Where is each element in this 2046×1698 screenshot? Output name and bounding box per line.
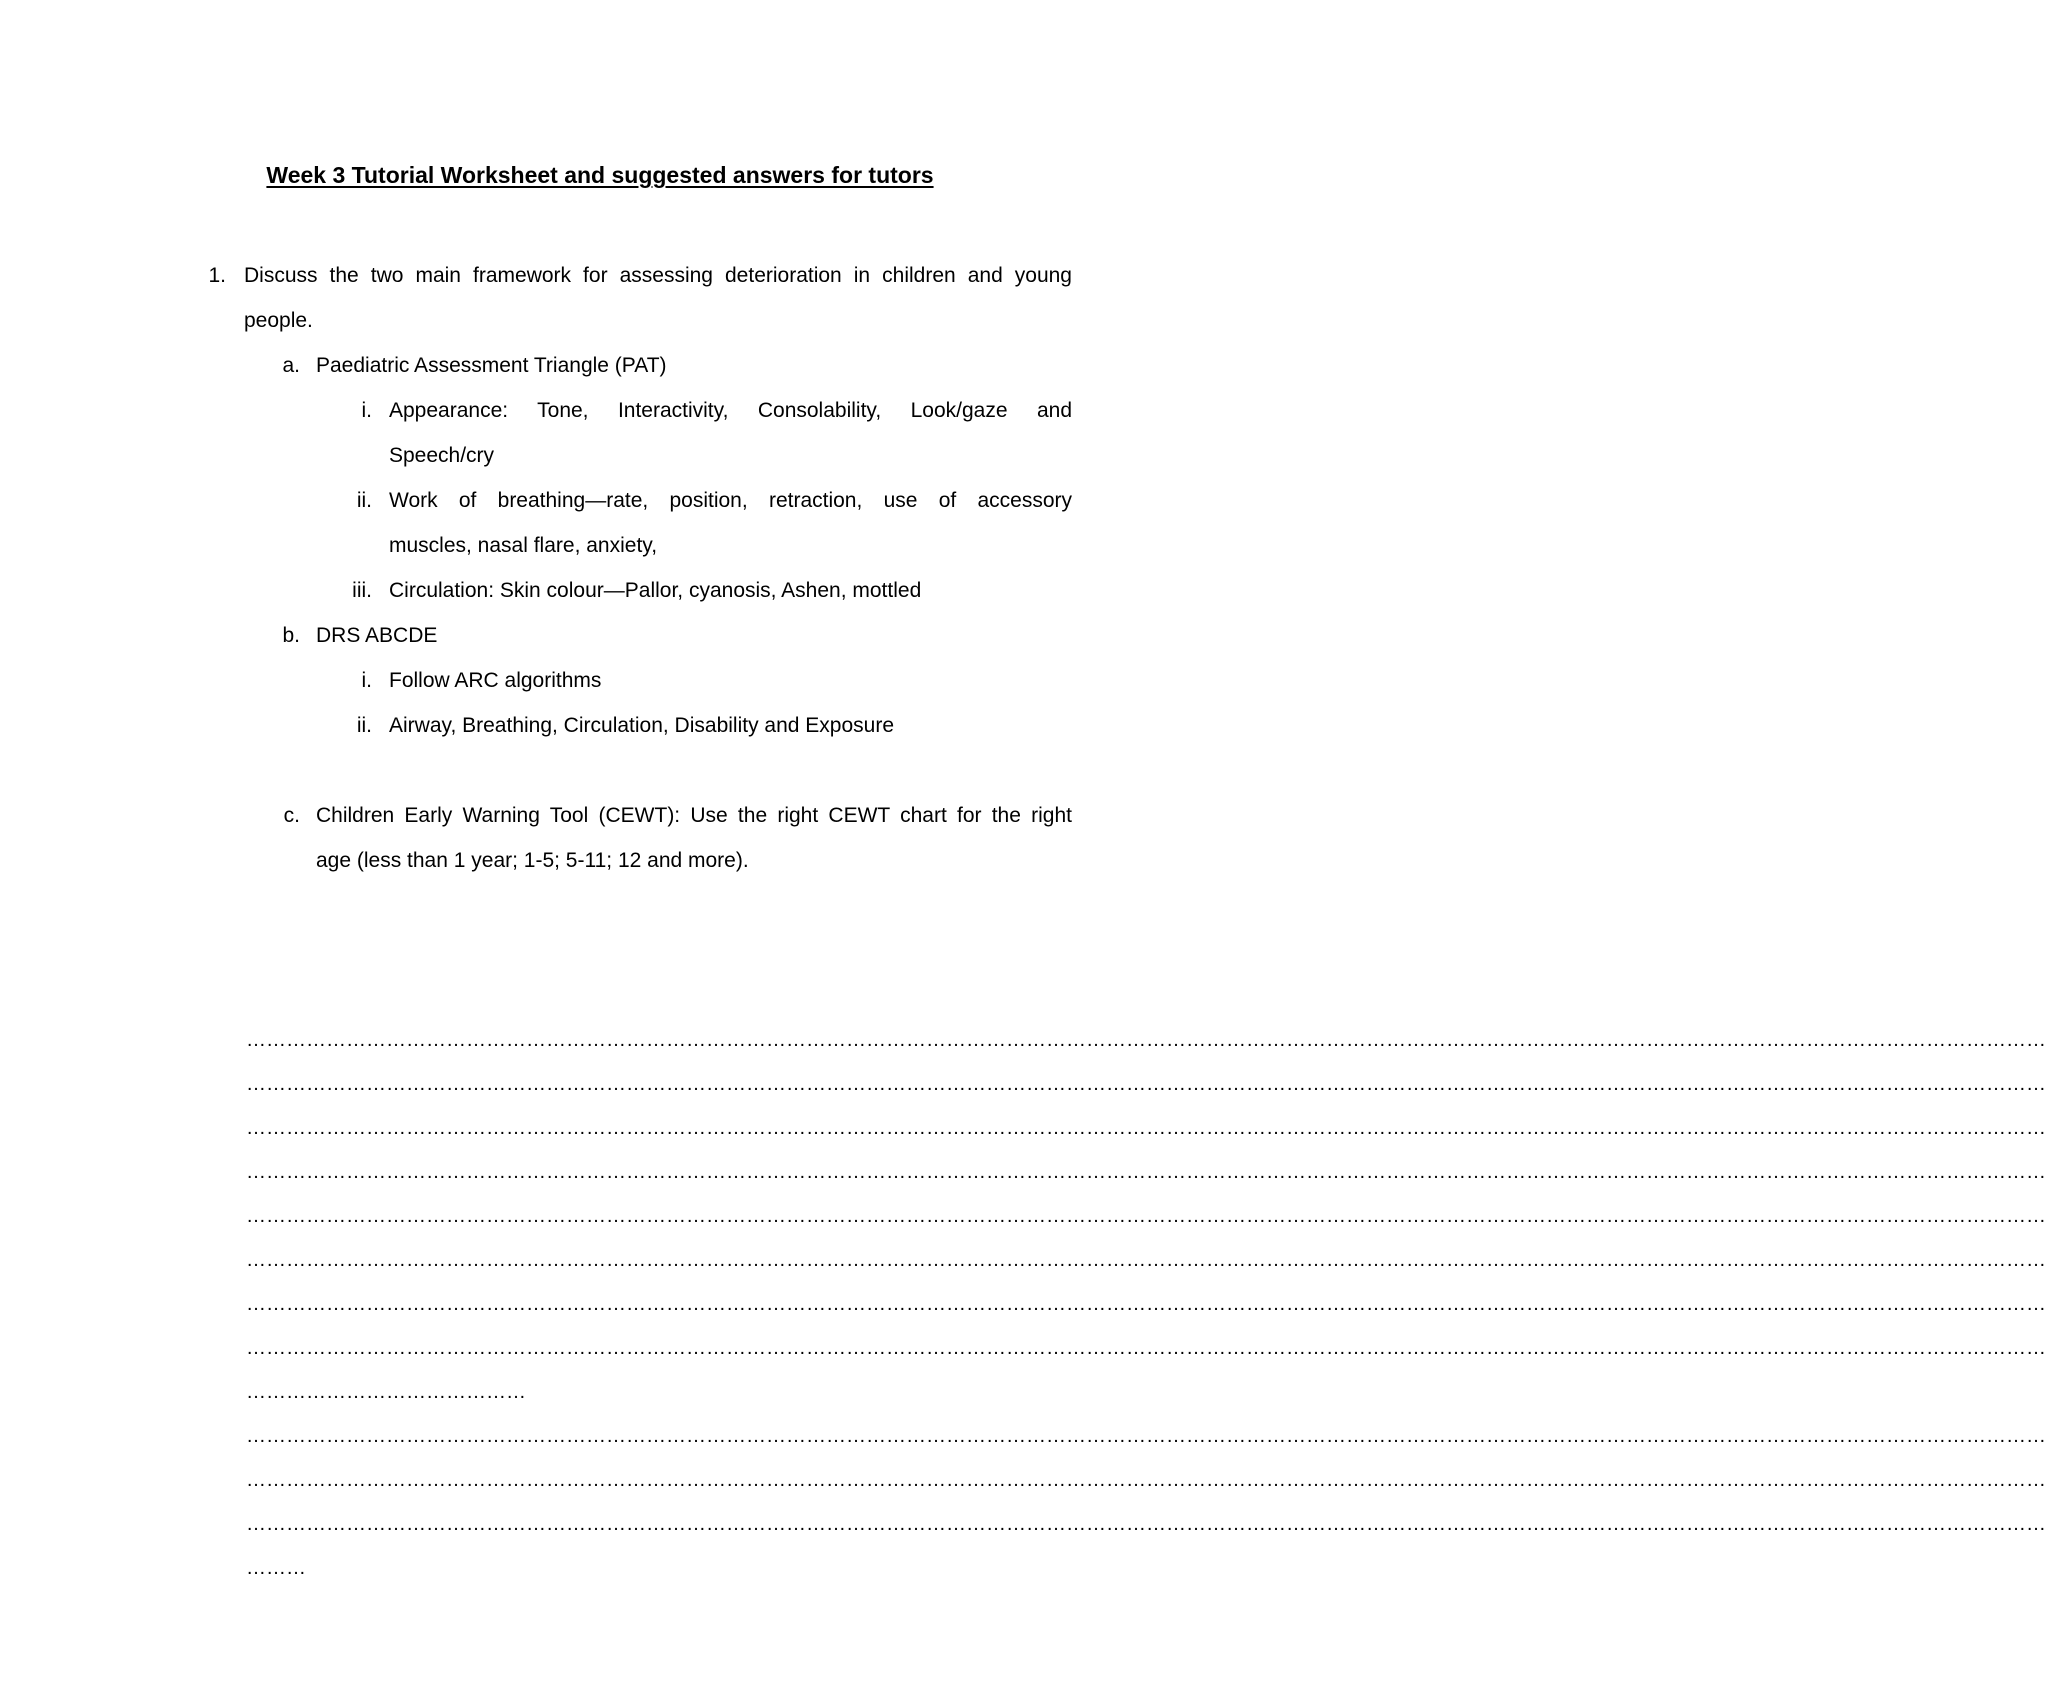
answer-line: ……………………………………………………………………………………………………………………………………………………………………………………………………………………………………………… — [246, 1249, 2046, 1271]
answer-line: ……………………………………………………………………………………………………………………………………………………………………………………………………………………………………………… — [246, 1293, 2046, 1315]
answer-line: ……………………………………………………………………………………………………………………………………………………………………………………………………………………………………………… — [246, 1513, 2046, 1535]
answer-line: ……………………………………………………………………………………………………………………………………………………………………………………………………………………………………………… — [246, 1425, 2046, 1447]
page-title: Week 3 Tutorial Worksheet and suggested answers for tutors — [266, 162, 934, 188]
item-a-iii-line1: Circulation: Skin colour—Pallor, cyanosis, Ashen, mottled — [389, 579, 922, 602]
item-a-ii-line1 — [389, 487, 1072, 515]
item-b-text: DRS ABCDE — [316, 624, 438, 647]
item-b-ii-line1: Airway, Breathing, Circulation, Disability and Exposure — [389, 714, 895, 737]
answer-line: ……………………………………………………………………………………………………………………………………………………………………………………………………………………………………………… — [246, 1205, 2046, 1227]
item-b-ii-marker: ii. — [356, 714, 372, 737]
item-c-line1 — [316, 802, 1072, 830]
item-a-text: Paediatric Assessment Triangle (PAT) — [316, 354, 667, 377]
item-a-iii-marker: iii. — [352, 579, 372, 602]
item-a-i-text: Appearance: Tone, Interactivity, Consolability, Look/gaze and — [389, 399, 1072, 422]
item-b-i-line1: Follow ARC algorithms — [389, 669, 602, 692]
question-number: 1. — [208, 264, 226, 287]
item-a-i-marker: i. — [361, 399, 372, 422]
item-b-i-marker: i. — [361, 669, 372, 692]
item-b-marker: b. — [282, 624, 300, 647]
item-a-ii-text: Work of breathing—rate, position, retraction, use of accessory — [389, 489, 1072, 512]
question-text: Discuss the two main framework for assessing deterioration in children and young — [244, 264, 1072, 287]
answer-line: ……………………………………………………………………………………………………………………………………………………………………………………………………………………………………………… — [246, 1469, 2046, 1491]
answer-line: ……………………………………………………………………………………………………………………………………………………………………………………………………………………………………………… — [246, 1337, 2046, 1359]
item-a-marker: a. — [282, 354, 300, 377]
item-a-i-line2: Speech/cry — [389, 444, 495, 467]
item-c-line2: age (less than 1 year; 1-5; 5-11; 12 and more). — [316, 849, 749, 872]
item-a-ii-line2: muscles, nasal flare, anxiety, — [389, 534, 658, 557]
answer-line-short: …………………………………… — [246, 1381, 526, 1403]
question-text-line2: people. — [244, 309, 313, 332]
answer-line: ……………………………………………………………………………………………………………………………………………………………………………………………………………………………………………… — [246, 1161, 2046, 1183]
answer-line: ……………………………………………………………………………………………………………………………………………………………………………………………………………………………………………… — [246, 1073, 2046, 1095]
answer-line: ……………………………………………………………………………………………………………………………………………………………………………………………………………………………………………… — [246, 1117, 2046, 1139]
item-a-ii-marker: ii. — [356, 489, 372, 512]
question-text-line1 — [244, 262, 1072, 290]
item-c-text: Children Early Warning Tool (CEWT): Use the right CEWT chart for the right — [316, 804, 1072, 827]
answer-line: ……………………………………………………………………………………………………………………………………………………………………………………………………………………………………………… — [246, 1029, 2046, 1051]
item-c-marker: c. — [283, 804, 300, 827]
item-a-i-line1 — [389, 397, 1072, 425]
answer-line-short: ……… — [246, 1557, 306, 1579]
